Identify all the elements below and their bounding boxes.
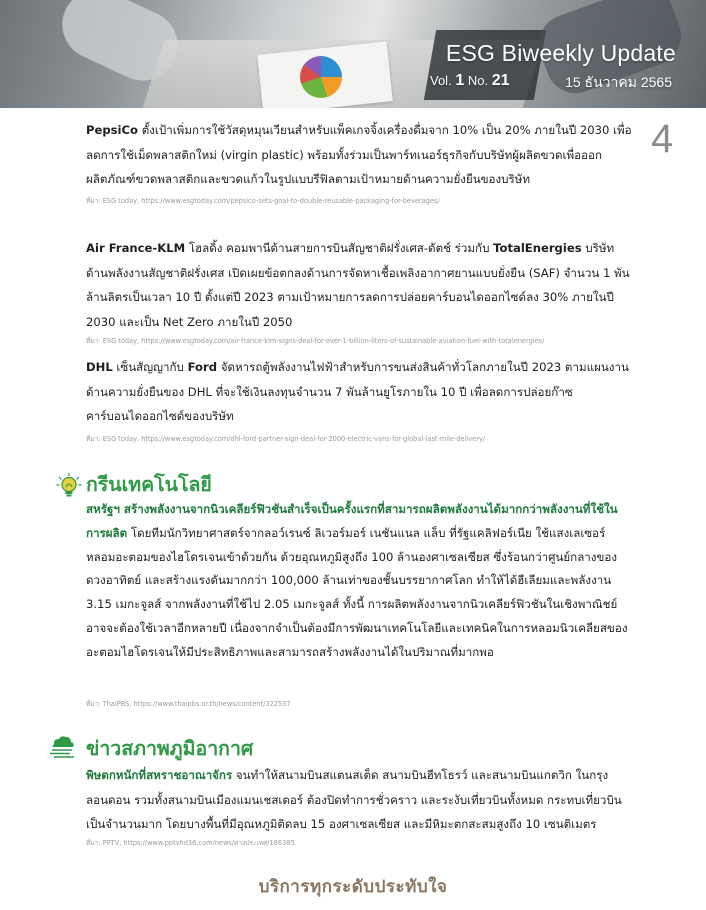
issue-date: 15 ธันวาคม 2565 [565, 74, 672, 90]
news-source: ที่มา: ESG today, https://www.esgtoday.com/pepsico-sets-goal-to-double-reusable-packaging-for-beverages/ [86, 197, 440, 205]
news-item [86, 118, 634, 192]
weather-icon [48, 733, 76, 763]
weather-paragraph [86, 763, 634, 837]
news-text: โฮลดิ้ง คอมพานีด้านสายการบินสัญชาติฝรั่งเศส-ดัตช์ ร่วมกับ [185, 241, 494, 255]
no-label: No. [467, 73, 489, 88]
volume-issue [430, 72, 510, 90]
footer-slogan: บริการทุกระดับประทับใจ [258, 877, 448, 897]
news-text-2: จัดหารถตู้พลังงานไฟฟ้าสำหรับการขนส่งสินค้าทั่วโลกภายในปี 2023 ตามแผนงานด้านความยั่งยืนของ DHL ที่จะใช้เงินลงทุนจำนวน 7 พันล้านยูโรภายใน 10 ปี เพื่อลดการปล่อยก๊าซคาร์บอนไดออกไซด์ของบริษัท [86, 360, 629, 423]
section-heading-weather: ข่าวสภาพภูมิอากาศ [86, 737, 254, 760]
news-lead: Air France-KLM [86, 241, 186, 255]
weather-lead: พิษตกหนักที่สหราชอาณาจักร [86, 768, 233, 782]
weather-text: จนทำให้สนามบินสแตนสเต็ด สนามบินฮีทโธรว์ และสนามบินแกตวิก ในกรุงลอนดอน รวมทั้งสนามบินเมืองแมนเชสเตอร์ ต้องปิดทำการชั่วคราว และระงับเที่ยวบินทั้งหมด กระทบเที่ยวบินเป็นจำนวนมาก โดยบางพื้นที่มีอุณหภูมิติดลบ 15 องศาเซลเซียส และมีหิมะตกสะสมสูงถึง 10 เซนติเมตร [86, 768, 622, 831]
news-lead: DHL [86, 360, 113, 374]
green-tech-paragraph [86, 498, 634, 665]
page-number: 4 [651, 117, 674, 161]
section-heading-green-tech: กรีนเทคโนโลยี [86, 473, 212, 496]
news-lead-2: TotalEnergies [493, 241, 582, 255]
green-tech-source: ที่มา: ThaiPBS, https://www.thaipbs.or.th/news/content/322537 [86, 700, 291, 708]
banner-photo-pie-chart [300, 56, 342, 98]
green-tech-lead: สหรัฐฯ สร้างพลังงานจากนิวเคลียร์ฟิวชันสำเร็จเป็นครั้งแรกที่สามารถผลิตพลังงานได้มากกว่าพลังงานที่ใช้ในการผลิต [86, 502, 618, 540]
news-text: เซ็นสัญญากับ [112, 360, 188, 374]
lightbulb-icon [56, 472, 82, 502]
newsletter-title: ESG Biweekly Update [445, 40, 676, 66]
news-text-2: บริษัทด้านพลังงานสัญชาติฝรั่งเศส เปิดเผยข้อตกลงด้านการจัดหาเชื้อเพลิงอากาศยานแบบยั่งยืน (SAF) จำนวน 1 พันล้านลิตรเป็นเวลา 10 ปี ตั้งแต่ปี 2023 ตามเป้าหมายการลดการปล่อยคาร์บอนไดออกไซด์ลง 30% ภายในปี 2030 และเป็น Net Zero ภายในปี 2050 [86, 241, 630, 329]
news-source: ที่มา: ESG today, https://www.esgtoday.com/air-france-klm-signs-deal-for-over-1-billion-liters-of-sustainable-aviation-fuel-with-totalenergies/ [86, 337, 545, 345]
news-source: ที่มา: ESG today, https://www.esgtoday.com/dhl-ford-partner-sign-deal-for-2000-electric-vans-for-global-last-mile-delivery/ [86, 435, 486, 443]
news-item [86, 236, 634, 334]
vol-number: 1 [455, 72, 465, 89]
issue-number: 21 [491, 72, 510, 89]
header-banner [0, 0, 706, 108]
news-item [86, 355, 634, 429]
vol-label: Vol. [430, 73, 452, 88]
news-lead-2: Ford [187, 360, 218, 374]
news-text: ตั้งเป้าเพิ่มการใช้วัสดุหมุนเวียนสำหรับแพ็คเกจจิ้งเครื่องดื่มจาก 10% เป็น 20% ภายในปี 2030 เพื่อลดการใช้เม็ดพลาสติกใหม่ (virgin plastic) พร้อมทั้งร่วมเป็นพาร์ทเนอร์ธุรกิจกับบริษัทผู้ผลิตขวดเพื่อออกผลิตภัณฑ์ขวดพลาสติกและขวดแก้วในรูปแบบรีฟิลตามเป้าหมายด้านความยั่งยืนของบริษัท [86, 123, 632, 186]
weather-source: ที่มา: PPTV, https://www.pptvhd36.com/news/ต่างประเทศ/186385 [86, 839, 295, 847]
news-lead: PepsiCo [86, 123, 139, 137]
green-tech-text: โดยทีมนักวิทยาศาสตร์จากลอว์เรนซ์ ลิเวอร์มอร์ เนชันแนล แล็บ ที่รัฐแคลิฟอร์เนีย ใช้แสงเลเซอร์ หลอมอะตอมของไฮโดรเจนเข้าด้วยกัน ด้วยอุณหภูมิสูงถึง 100 ล้านองศาเซลเซียส ซึ่งร้อนกว่าศูนย์กลางของดวงอาทิตย์ และสร้างแรงดันมากกว่า 100,000 ล้านเท่าของชั้นบรรยากาศโลก ทำให้ได้ฮีเลียมและพลังงาน 3.15 เมกะจูลส์ จากพลังงานที่ใช้ไป 2.05 เมกะจูลส์ ทั้งนี้ การผลิตพลังงานจากนิวเคลียร์ฟิวชันในเชิงพาณิชย์อาจจะต้องใช้เวลาอีกหลายปี เนื่องจากจำเป็นต้องมีการพัฒนาเทคโนโลยีและเทคนิคในการหลอมนิวเคลียสของอะตอมไฮโดรเจนให้มีประสิทธิภาพและสามารถสร้างพลังงานได้ในปริมาณที่มากพอ [86, 525, 628, 659]
